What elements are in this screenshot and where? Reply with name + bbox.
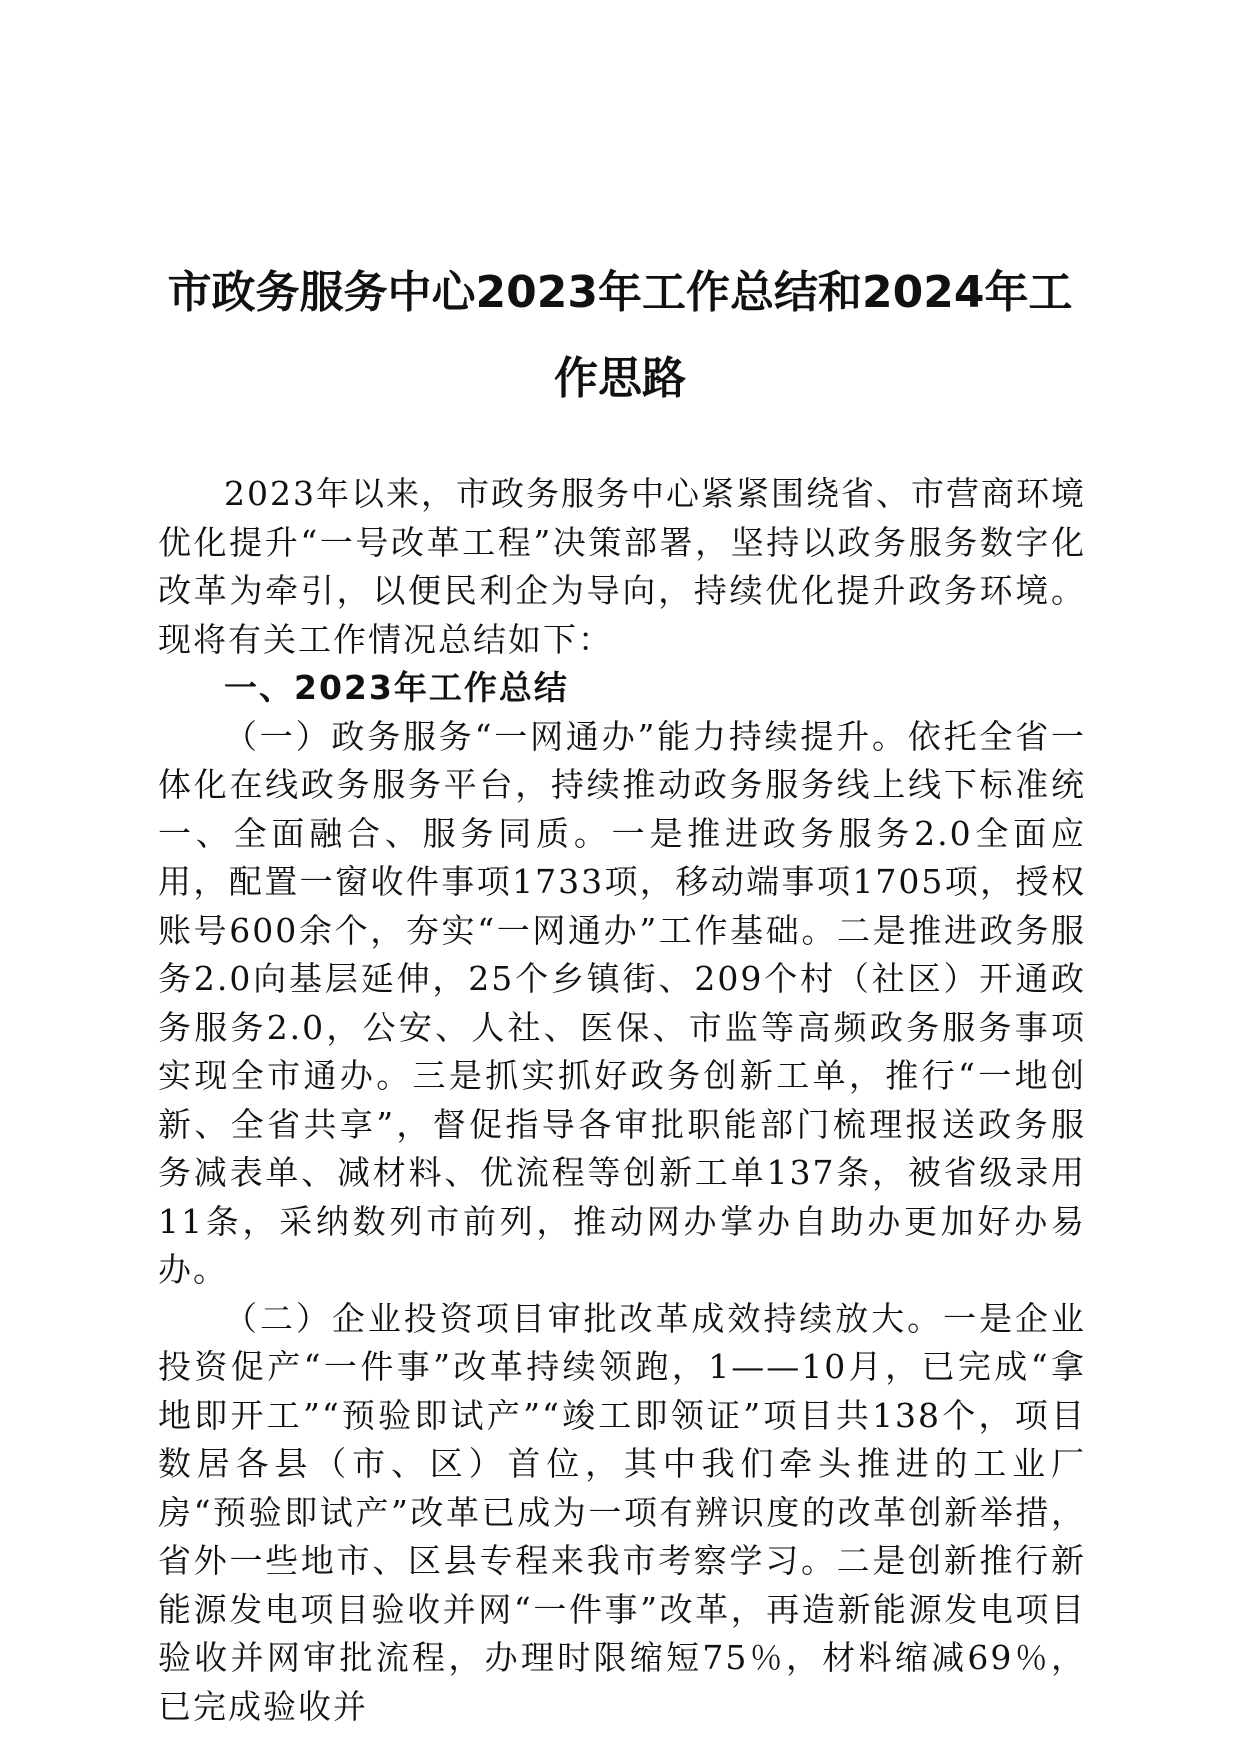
intro-paragraph: 2023年以来，市政务服务中心紧紧围绕省、市营商环境优化提升“一号改革工程”决策部署，坚持以政务服务数字化改革为牵引，以便民利企为导向，持续优化提升政务环境。现将有关工作情况总结如下：	[158, 474, 1086, 659]
paragraph-2: （二）企业投资项目审批改革成效持续放大。一是企业投资促产“一件事”改革持续领跑，1——10月，已完成“拿地即开工”“预验即试产”“竣工即领证”项目共138个，项目数居各县（市、区）首位，其中我们牵头推进的工业厂房“预验即试产”改革已成为一项有辨识度的改革创新举措，省外一些地市、区县专程来我市考察学习。二是创新推行新能源发电项目验收并网“一件事”改革，再造新能源发电项目验收并网审批流程，办理时限缩短75％，材料缩减69％，已完成验收并	[158, 1298, 1086, 1726]
document-title: 市政务服务中心2023年工作总结和2024年工作思路	[167, 267, 1073, 404]
paragraph-1: （一）政务服务“一网通办”能力持续提升。依托全省一体化在线政务服务平台，持续推动政务服务线上线下标准统一、全面融合、服务同质。一是推进政务服务2.0全面应用，配置一窗收件事项1733项，移动端事项1705项，授权账号600余个，夯实“一网通办”工作基础。二是推进政务服务2.0向基层延伸，25个乡镇街、209个村（社区）开通政务服务2.0，公安、人社、医保、市监等高频政务服务事项实现全市通办。三是抓实抓好政务创新工单，推行“一地创新、全省共享”，督促指导各审批职能部门梳理报送政务服务减表单、减材料、优流程等创新工单137条，被省级录用11条，采纳数列市前列，推动网办掌办自助办更加好办易办。	[158, 716, 1086, 1289]
section-heading-1: 一、2023年工作总结	[224, 668, 569, 707]
document-body	[158, 470, 1086, 1731]
